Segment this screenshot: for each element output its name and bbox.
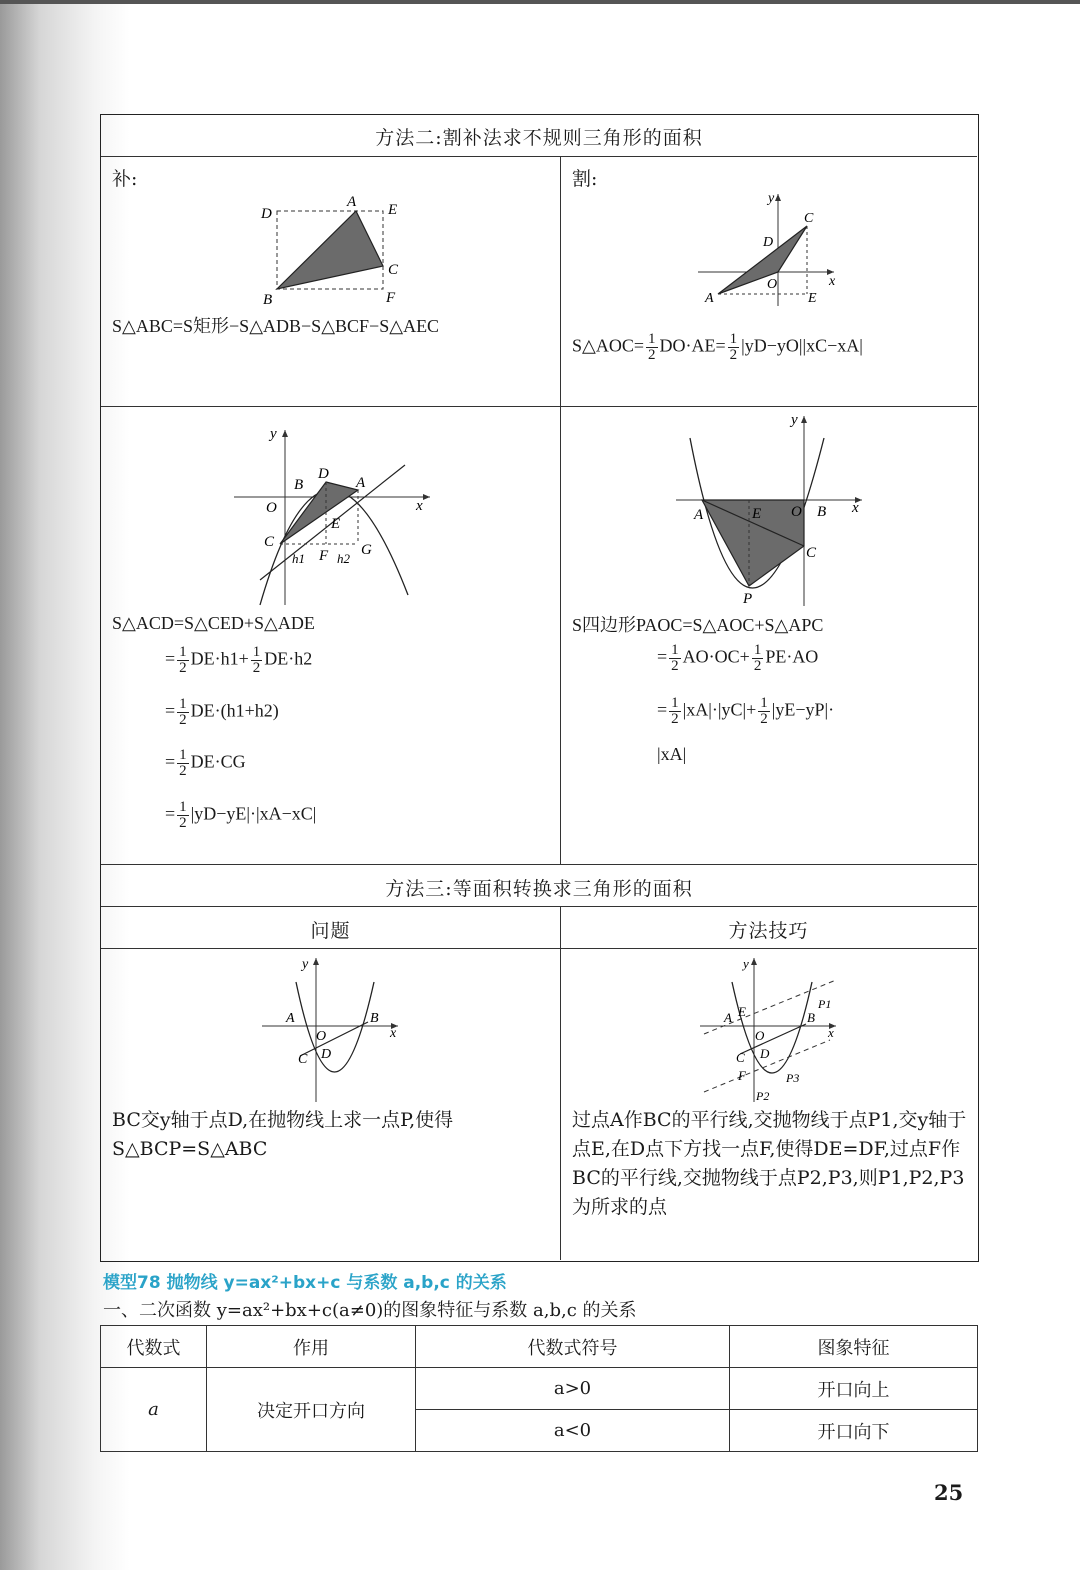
fig4-label-b: B — [817, 504, 827, 520]
fig3-label-h1: h1 — [292, 551, 305, 566]
paoc-line-3: = $\frac{1}{2}$ |xA|·|yC|+ $\frac{1}{2}$ |yE−yP|· — [657, 695, 835, 727]
coefficient-table — [100, 1325, 978, 1452]
fig4-label-e: E — [752, 506, 762, 522]
fig3-label-b: B — [294, 477, 304, 493]
fig6-label-y: y — [743, 956, 749, 971]
column-divider — [560, 156, 561, 864]
fig6-label-e: E — [738, 1004, 746, 1019]
fig2-label-y: y — [768, 191, 775, 206]
fig5-label-o: O — [316, 1029, 327, 1044]
fig3-label-f: F — [319, 548, 329, 564]
top-border — [0, 0, 1080, 4]
fig2-label-c: C — [804, 211, 814, 226]
figure-paoc-parabola — [672, 408, 872, 608]
table-header: 代数式符号 — [416, 1326, 730, 1368]
fig4-label-a: A — [694, 507, 704, 523]
fig6-label-p1: P1 — [818, 997, 832, 1011]
fig1-label-c: C — [388, 262, 399, 278]
fig3-label-a: A — [356, 475, 366, 491]
paoc-line-2: = $\frac{1}{2}$ AO·OC+ $\frac{1}{2}$ PE·AO — [657, 642, 819, 674]
problem-text: BC交y轴于点D,在抛物线上求一点P,使得S△BCP=S△ABC — [112, 1109, 454, 1160]
fig2-label-o: O — [767, 277, 778, 292]
fig3-label-x: x — [416, 498, 423, 514]
fig6-label-d: D — [760, 1046, 770, 1061]
fig5-label-b: B — [370, 1011, 379, 1026]
method2-title: 方法二:割补法求不规则三角形的面积 — [375, 127, 703, 149]
method3-col-problem: 问题 — [310, 920, 351, 942]
fig6-label-b: B — [807, 1010, 815, 1025]
figure-problem-parabola — [258, 952, 408, 1104]
acd-line-5: = $\frac{1}{2}$ |yD−yE|·|xA−xC| — [165, 799, 317, 831]
fig5-label-a: A — [286, 1011, 295, 1026]
fig2-label-d: D — [763, 235, 774, 250]
fig3-label-h2: h2 — [337, 551, 350, 566]
table-header-row — [101, 1326, 978, 1368]
table-cell-sign: a<0 — [416, 1410, 730, 1452]
paoc-line-1: S四边形PAOC=S△AOC+S△APC — [572, 615, 824, 635]
technique-text: 过点A作BC的平行线,交抛物线于点P1,交y轴于点E,在D点下方找一点F,使得DE=DF,过点F作BC的平行线,交抛物线于点P2,P3,则P1,P2,P3为所求的点 — [572, 1109, 967, 1218]
fig1-label-e: E — [388, 202, 398, 218]
table-cell-var: a — [101, 1368, 207, 1452]
fig6-label-a: A — [724, 1010, 732, 1025]
fig3-label-y: y — [270, 426, 277, 442]
fig4-label-x: x — [852, 500, 859, 516]
fig4-label-p: P — [743, 591, 753, 607]
page-number: 25 — [934, 1480, 964, 1505]
fig5-label-c: C — [298, 1052, 308, 1067]
fig2-label-e: E — [808, 291, 817, 306]
figure-bu-rectangle — [255, 192, 415, 307]
divider — [101, 906, 977, 907]
section-subheading: 一、二次函数 y=ax²+bx+c(a≠0)的图象特征与系数 a,b,c 的关系 — [103, 1300, 637, 1321]
acd-line-4: = $\frac{1}{2}$ DE·CG — [165, 747, 246, 779]
fig6-label-f: F — [738, 1068, 746, 1083]
divider — [101, 948, 977, 949]
bu-formula: S△ABC=S矩形−S△ADB−S△BCF−S△AEC — [112, 316, 440, 336]
model-heading: 模型78 抛物线 y=ax²+bx+c 与系数 a,b,c 的关系 — [103, 1273, 507, 1293]
fig1-label-b: B — [263, 292, 273, 307]
ge-formula-lhs: S△AOC= — [572, 335, 645, 356]
divider — [101, 864, 977, 865]
acd-line-1: S△ACD=S△CED+S△ADE — [112, 613, 315, 633]
fig5-label-x: x — [390, 1026, 397, 1041]
fig6-label-p3: P3 — [786, 1071, 800, 1085]
fig2-label-x: x — [829, 274, 836, 289]
table-cell-role: 决定开口方向 — [207, 1368, 416, 1452]
figure-ge-triangle — [696, 188, 846, 308]
method3-title: 方法三:等面积转换求三角形的面积 — [385, 878, 693, 900]
fig3-label-d: D — [318, 466, 329, 482]
fig6-label-c: C — [736, 1050, 745, 1065]
fig5-label-d: D — [321, 1047, 332, 1062]
ge-formula-mid: DO·AE= — [659, 335, 726, 356]
figure-technique-parabola — [696, 952, 846, 1104]
table-cell-feature: 开口向上 — [730, 1368, 978, 1410]
divider — [101, 156, 977, 157]
fig1-label-f: F — [386, 290, 396, 306]
fig4-label-c: C — [806, 545, 817, 561]
table-row — [101, 1368, 978, 1410]
fig4-label-o: O — [791, 504, 802, 520]
table-header: 代数式 — [101, 1326, 207, 1368]
table-header: 作用 — [207, 1326, 416, 1368]
ge-label: 割: — [572, 168, 598, 190]
fig3-label-e: E — [331, 516, 341, 532]
fig5-label-y: y — [302, 957, 309, 972]
ge-formula — [572, 332, 863, 363]
table-cell-sign: a>0 — [416, 1368, 730, 1410]
table-header: 图象特征 — [730, 1326, 978, 1368]
half-fraction: $\frac{1}{2}$ — [648, 331, 656, 363]
bu-label: 补: — [112, 168, 138, 190]
fig3-label-g: G — [361, 542, 372, 558]
fig2-label-a: A — [705, 291, 714, 306]
fig6-label-p2: P2 — [756, 1089, 770, 1103]
ge-formula-tail: |yD−yO||xC−xA| — [741, 335, 863, 356]
table-cell-feature: 开口向下 — [730, 1410, 978, 1452]
figure-acd-parabola — [230, 420, 440, 610]
methods-table — [100, 114, 979, 1262]
fig1-label-a: A — [347, 194, 357, 210]
fig3-label-o: O — [266, 500, 277, 516]
fig6-label-x: x — [828, 1025, 834, 1040]
paoc-line-4: |xA| — [657, 744, 687, 764]
acd-line-3: = $\frac{1}{2}$ DE·(h1+h2) — [165, 696, 279, 728]
fig3-label-c: C — [264, 534, 275, 550]
method3-col-technique: 方法技巧 — [728, 920, 809, 942]
column-divider — [560, 906, 561, 1260]
fig1-label-d: D — [261, 206, 272, 222]
fig6-label-o: O — [755, 1028, 765, 1043]
half-fraction: $\frac{1}{2}$ — [729, 331, 738, 363]
fig4-label-y: y — [791, 412, 798, 428]
acd-line-2: = $\frac{1}{2}$ DE·h1+ $\frac{1}{2}$ DE·h2 — [165, 644, 313, 676]
divider — [101, 406, 977, 407]
